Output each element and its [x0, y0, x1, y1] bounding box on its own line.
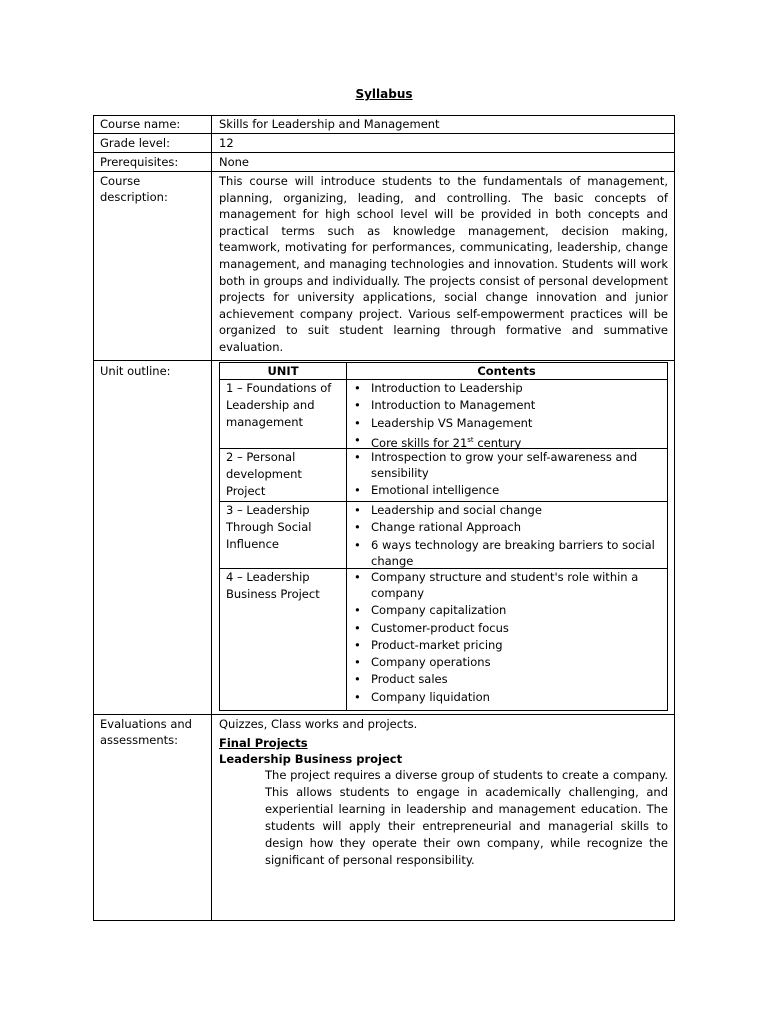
- row-divider: [93, 714, 675, 715]
- list-item: • Core skills for 21st century: [354, 432, 522, 450]
- evaluations-label: [100, 716, 192, 748]
- bullet-icon: •: [354, 415, 361, 430]
- unit-4-name: [226, 569, 338, 603]
- unit-name-line: Influence: [226, 537, 279, 551]
- list-item: • Emotional intelligence: [354, 483, 500, 498]
- project-description: The project requires a diverse group of students to create a company. This allows students to engage in academically challenging, and experiential learning in leadership and management education. The students will apply their entrepreneurial and managerial skills to design how they operate their own company, while recognize the significant of personal responsibility.: [265, 768, 668, 867]
- bullet-icon: •: [354, 603, 361, 618]
- unit-outline-label: Unit outline:: [100, 364, 171, 378]
- bullet-icon: •: [354, 450, 361, 464]
- unit-name-line: development: [226, 467, 302, 481]
- list-item: • Customer-product focus: [354, 620, 509, 635]
- course-description-label: [100, 173, 168, 205]
- list-item: • Company operations: [354, 655, 491, 670]
- bullet-icon: •: [354, 570, 361, 584]
- course-description-label-line2: description:: [100, 190, 168, 204]
- list-item: • Introduction to Management: [354, 398, 536, 413]
- list-item: • Leadership and social change: [354, 503, 542, 517]
- prerequisites-value: None: [219, 155, 250, 169]
- project-title: Leadership Business project: [219, 752, 403, 766]
- bullet-icon: •: [354, 432, 361, 447]
- row-divider: [93, 133, 675, 134]
- column-divider: [211, 115, 212, 921]
- unit-name-line: Leadership and: [226, 398, 315, 412]
- bullet-icon: •: [354, 483, 361, 498]
- unit-3-contents: [352, 502, 664, 570]
- course-description-label-line1: Course: [100, 174, 141, 188]
- bullet-icon: •: [354, 672, 361, 687]
- list-item: • 6 ways technology are breaking barriers to social change: [354, 537, 655, 568]
- unit-name-line: 3 – Leadership: [226, 503, 310, 517]
- bullet-icon: •: [354, 381, 361, 395]
- list-item: • Company capitalization: [354, 603, 507, 618]
- grade-level-value: 12: [219, 136, 234, 150]
- bullet-icon: •: [354, 537, 361, 552]
- bullet-icon: •: [354, 655, 361, 670]
- evaluations-summary: Quizzes, Class works and projects.: [219, 717, 418, 731]
- grade-level-label: Grade level:: [100, 136, 170, 150]
- unit-outline-table: [219, 362, 668, 711]
- row-divider: [93, 152, 675, 153]
- list-item: • Leadership VS Management: [354, 415, 533, 430]
- evaluations-label-line2: assessments:: [100, 733, 179, 747]
- unit-name-line: Business Project: [226, 587, 320, 601]
- bullet-icon: •: [354, 620, 361, 635]
- list-item: • Introduction to Leadership: [354, 381, 523, 395]
- row-divider: [93, 360, 675, 361]
- final-projects-heading: Final Projects: [219, 736, 308, 750]
- unit-name-line: 2 – Personal: [226, 450, 296, 464]
- unit-1-contents: [352, 380, 664, 452]
- list-item: • Introspection to grow your self-awareness and sensibility: [354, 450, 638, 480]
- course-name-label: Course name:: [100, 117, 181, 131]
- unit-2-name: [226, 449, 338, 500]
- list-item: • Product-market pricing: [354, 637, 503, 652]
- unit-table-column-divider: [346, 363, 347, 710]
- unit-name-line: Through Social: [226, 520, 312, 534]
- row-divider: [93, 171, 675, 172]
- unit-column-header: UNIT: [267, 364, 299, 378]
- course-description-value: This course will introduce students to the fundamentals of management, planning, organizing, leading, and controlling. The basic concepts of management for high school level will be provided in both concepts and practical terms such as knowledge management, decision making, teamwork, motivating for performances, communicating, leadership, change management, and managing technologies and innovation. Students will work both in groups and individually. The projects consist of personal development projects for university applications, social change innovation and junior achievement company project. Various self-empowerment practices will be organized to suit student learning through formative and summative evaluation.: [219, 174, 668, 354]
- course-name-value: Skills for Leadership and Management: [219, 117, 440, 131]
- bullet-icon: •: [354, 398, 361, 413]
- contents-column-header: Contents: [477, 364, 536, 378]
- unit-3-name: [226, 502, 338, 553]
- evaluations-label-line1: Evaluations and: [100, 717, 192, 731]
- unit-name-line: management: [226, 415, 304, 429]
- list-item: • Company structure and student's role within a company: [354, 570, 639, 600]
- unit-name-line: 1 – Foundations of: [226, 381, 332, 395]
- unit-1-name: [226, 380, 338, 431]
- bullet-icon: •: [354, 520, 361, 535]
- unit-2-contents: [352, 449, 664, 500]
- unit-name-line: 4 – Leadership: [226, 570, 310, 584]
- list-item: • Product sales: [354, 672, 448, 687]
- bullet-icon: •: [354, 689, 361, 704]
- list-item: • Change rational Approach: [354, 520, 522, 535]
- bullet-icon: •: [354, 637, 361, 652]
- bullet-icon: •: [354, 503, 361, 517]
- list-item: • Company liquidation: [354, 689, 490, 704]
- prerequisites-label: Prerequisites:: [100, 155, 179, 169]
- unit-name-line: Project: [226, 484, 266, 498]
- unit-4-contents: [352, 569, 664, 706]
- page-title: Syllabus: [355, 87, 413, 101]
